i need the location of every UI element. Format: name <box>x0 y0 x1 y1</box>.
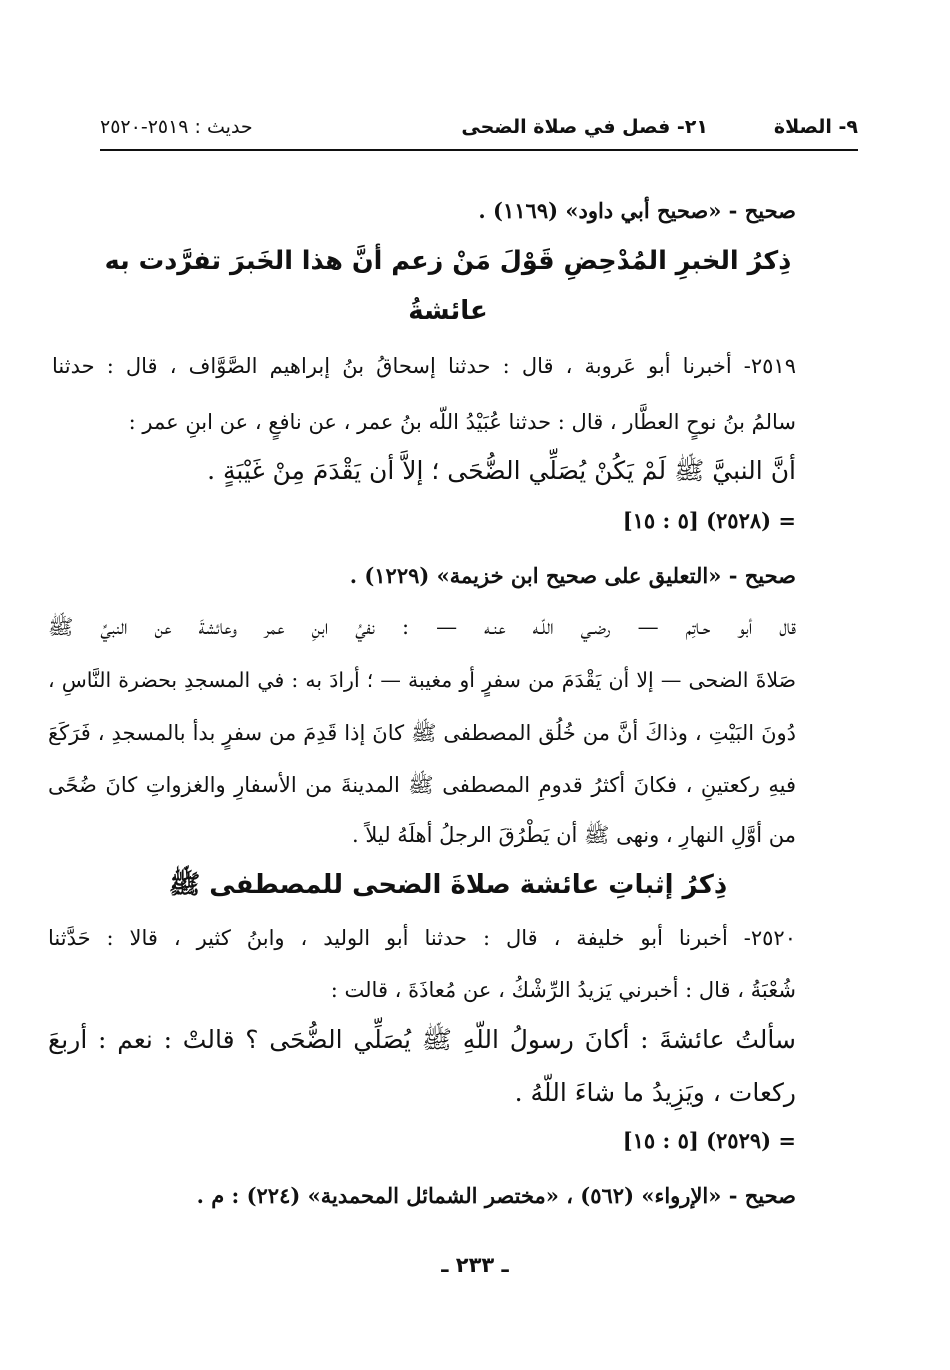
hadith-isnad-line: ٢٥١٩- أخبرنا أبو عَروبة ، قال : حدثنا إسحاقُ بنُ إبراهيم الصَّوَّاف ، قال : حدثنا <box>52 354 796 378</box>
commentary-line: من أوَّلِ النهارِ ، ونهى ﷺ أن يَطْرُقَ الرجلُ أهلَهُ ليلاً . <box>352 823 796 847</box>
hadith-matn: أنَّ النبيَّ ﷺ لَمْ يَكُنْ يُصَلِّي الضُّحَى ؛ إلاَّ أن يَقْدَمَ مِنْ غَيْبَةٍ . <box>207 456 796 485</box>
hadith-range: حديث : ٢٥١٩-٢٥٢٠ <box>100 116 253 138</box>
commentary-line: قال أبو حـاتِم — رضـي اللّـه عنـه — : نفيُ ابنِ عمر وعائشةَ عن النبيِّ ﷺ <box>48 615 796 639</box>
page-number: ـ ٢٣٣ ـ <box>441 1253 509 1277</box>
hadith-matn: سألتُ عائشةَ : أكانَ رسولُ اللّهِ ﷺ يُصَلِّي الضُّحَى ؟ قالتْ : نعم : أربعَ <box>48 1025 796 1054</box>
cross-reference: = (٢٥٢٨) [٥ : ١٥] <box>622 508 796 533</box>
hadith-matn: ركعات ، ويَزِيدُ ما شاءَ اللّهُ . <box>514 1078 796 1107</box>
header-divider <box>100 149 858 151</box>
cross-reference: = (٢٥٢٩) [٥ : ١٥] <box>622 1128 796 1153</box>
grade-line: صحيح - «صحيح أبي داود» (١١٦٩) . <box>478 198 796 223</box>
commentary-line: دُونَ البَيْتِ ، وذاكَ أنَّ من خُلُق المصطفى ﷺ كانَ إذا قَدِمَ من سفرٍ بدأ بالمسجدِ ، فَرَكَعَ <box>48 721 796 745</box>
commentary-line: صَلاةَ الضحى — إلا أن يَقْدَمَ من سفرٍ أو مغيبة — ؛ أرادَ به : في المسجدِ بحضرة النَّاسِ ، <box>48 668 796 692</box>
running-header <box>100 112 858 146</box>
grade-line: صحيح - «التعليق على صحيح ابن خزيمة» (١٢٢٩) . <box>349 563 796 588</box>
hadith-isnad-line: ٢٥٢٠- أخبرنا أبو خليفة ، قال : حدثنا أبو الوليد ، وابنُ كثير ، قالا : حَدَّثنا <box>48 926 796 950</box>
chapter-title: ٩- الصلاة <box>773 116 858 138</box>
chapter-heading: ذِكرُ الخبرِ المُدْحِضِ قَوْلَ مَنْ زعم أنَّ هذا الخَبرَ تفرَّدت به <box>104 246 792 276</box>
chapter-heading-continued: عائشةُ <box>408 296 488 326</box>
chapter-heading: ذِكرُ إثباتِ عائشة صلاةَ الضحى للمصطفى ﷺ <box>168 870 728 900</box>
hadith-isnad-line: شُعْبَةُ ، قال : أخبرني يَزيدُ الرِّشْكُ ، عن مُعاذَةَ ، قالت : <box>330 978 796 1002</box>
section-title: ٢١- فصل في صلاة الضحى <box>461 116 708 138</box>
hadith-isnad-line: سالمُ بنُ نوحٍ العطَّار ، قال : حدثنا عُبَيْدُ اللّه بنُ عمر ، عن نافعٍ ، عن ابنِ عمر : <box>128 410 796 434</box>
grade-line: صحيح - «الإرواء» (٥٦٢) ، «مختصر الشمائل المحمدية» (٢٢٤) : م . <box>196 1183 796 1208</box>
commentary-line: فيهِ ركعتينِ ، فكانَ أكثرُ قدومِ المصطفى ﷺ المدينةَ من الأسفارِ والغزواتِ كانَ ضُحًى <box>48 773 796 797</box>
